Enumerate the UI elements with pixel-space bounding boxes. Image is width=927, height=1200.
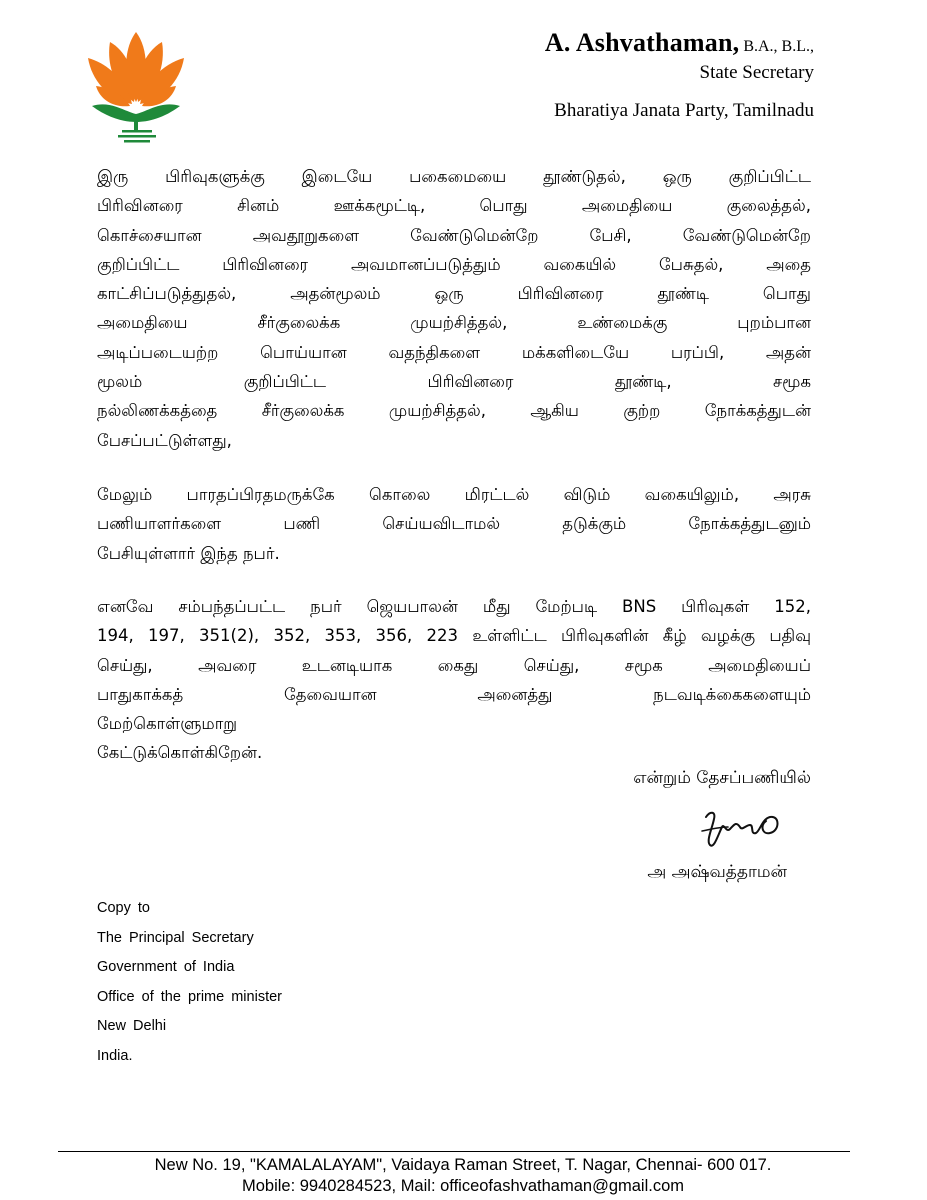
footer-contact: Mobile: 9940284523, Mail: officeofashvathaman@gmail.com xyxy=(241,1177,685,1195)
copy-to-line: Government of India xyxy=(97,959,235,975)
paragraph-line: நல்லிணக்கத்தை சீர்குலைக்க முயற்சித்தல், ஆகிய குற்ற நோக்கத்துடன் xyxy=(97,401,811,421)
letterhead xyxy=(545,28,814,122)
paragraph-line: மேலும் பாரதப்பிரதமருக்கே கொலை மிரட்டல் விடும் வகையிலும், அரசு xyxy=(97,485,811,504)
copy-to-line: New Delhi xyxy=(97,1018,167,1034)
copy-to-line: Office of the prime minister xyxy=(97,988,282,1005)
footer-divider xyxy=(58,1151,850,1152)
paragraph-3 xyxy=(97,592,811,768)
footer-address: New No. 19, "KAMALALAYAM", Vaidaya Raman Street, T. Nagar, Chennai- 600 017. xyxy=(154,1156,772,1174)
paragraph-line: மூலம் குறிப்பிட்ட பிரிவினரை தூண்டி, சமூக xyxy=(97,372,811,392)
paragraph-line: பணியாளர்களை பணி செய்யவிடாமல் தடுக்கும் நோக்கத்துடனும் xyxy=(97,514,811,534)
paragraph-line: இரு பிரிவுகளுக்கு இடையே பகைமையை தூண்டுதல், ஒரு குறிப்பிட்ட xyxy=(97,167,811,186)
sender-name: A. Ashvathaman, xyxy=(544,28,740,57)
party-name: Bharatiya Janata Party, Tamilnadu xyxy=(554,100,814,121)
copy-to-line: The Principal Secretary xyxy=(97,929,254,946)
footer xyxy=(58,1155,868,1197)
copy-to-line: India. xyxy=(97,1047,133,1064)
paragraph-line: பாதுகாக்கத் தேவையான அனைத்து நடவடிக்கைகளையும் xyxy=(97,684,811,704)
paragraph-line: மேற்கொள்ளுமாறு xyxy=(97,714,238,734)
paragraph-line: பேசியுள்ளார் இந்த நபர். xyxy=(97,543,280,563)
paragraph-line: செய்து, அவரை உடனடியாக கைது செய்து, சமூக அமைதியைப் xyxy=(97,655,811,675)
closing-phrase: என்றும் தேசப்பணியில் xyxy=(633,768,811,788)
paragraph-line: அடிப்படையற்ற பொய்யான வதந்திகளை மக்களிடையே பரப்பி, அதன் xyxy=(97,342,811,362)
sender-name-line xyxy=(545,28,814,58)
paragraph-line: பிரிவினரை சினம் ஊக்கமூட்டி, பொது அமைதியை குலைத்தல், xyxy=(97,196,811,216)
paragraph-line: கொச்சையான அவதூறுகளை வேண்டுமென்றே பேசி, வேண்டுமென்றே xyxy=(97,225,811,245)
signatory-name: அ அஷ்வத்தாமன் xyxy=(647,862,787,882)
paragraph-2 xyxy=(97,480,811,568)
copy-to-line: Copy to xyxy=(97,900,150,916)
paragraph-line: எனவே சம்பந்தப்பட்ட நபர் ஜெயபாலன் மீது மேற்படி BNS பிரிவுகள் 152, xyxy=(97,597,811,616)
paragraph-line: காட்சிப்படுத்துதல், அதன்மூலம் ஒரு பிரிவினரை தூண்டி பொது xyxy=(97,284,811,304)
paragraph-line: பேசப்பட்டுள்ளது, xyxy=(97,430,232,450)
paragraph-line: 194, 197, 351(2), 352, 353, 356, 223 உள்ளிட்ட பிரிவுகளின் கீழ் வழக்கு பதிவு xyxy=(97,626,811,646)
paragraph-line: குறிப்பிட்ட பிரிவினரை அவமானப்படுத்தும் வகையில் பேசுதல், அதை xyxy=(97,254,811,274)
paragraph-line: அமைதியை சீர்குலைக்க முயற்சித்தல், உண்மைக்கு புறம்பான xyxy=(97,313,811,333)
paragraph-line: கேட்டுக்கொள்கிறேன். xyxy=(97,743,263,763)
handwritten-signature-icon xyxy=(700,805,784,851)
sender-title: State Secretary xyxy=(699,62,814,83)
paragraph-1 xyxy=(97,162,811,455)
copy-to-block xyxy=(97,894,282,1071)
bjp-lotus-logo-icon xyxy=(80,26,192,144)
sender-degrees: B.A., B.L., xyxy=(743,38,814,55)
